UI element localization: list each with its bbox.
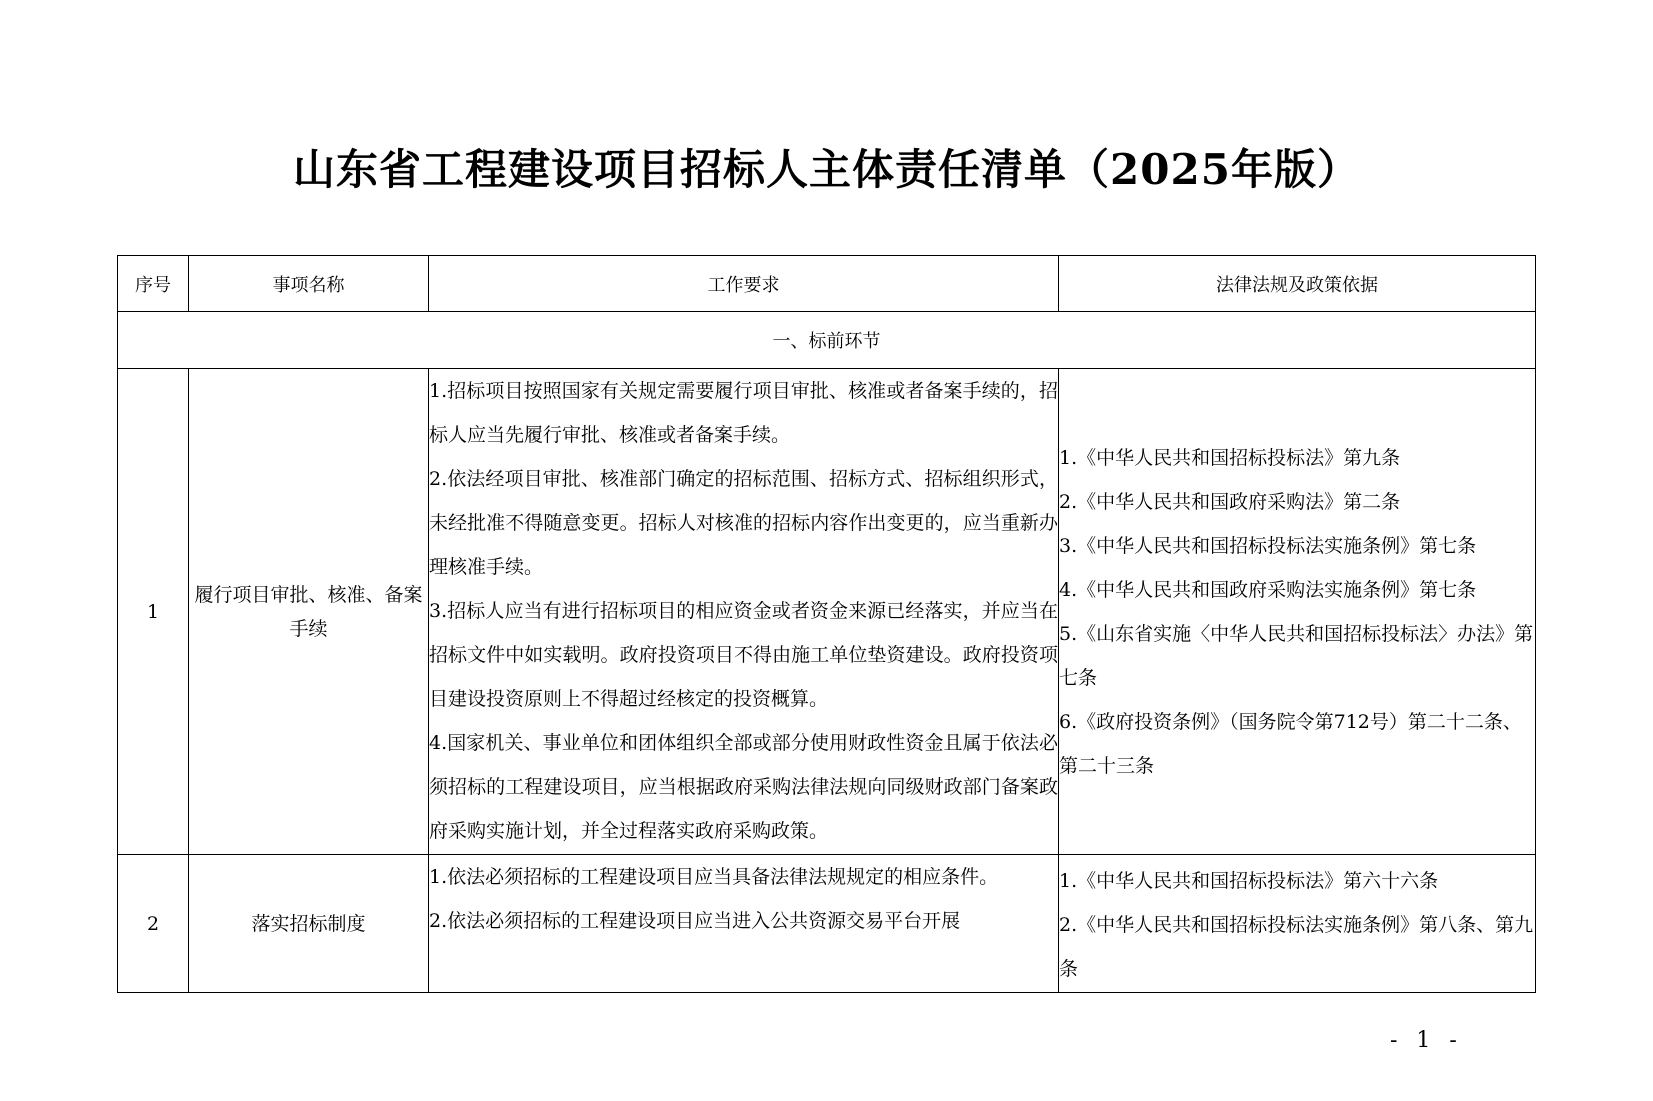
basis-item: 2.《中华人民共和国政府采购法》第二条 (1059, 490, 1401, 513)
section-row (118, 312, 1536, 369)
requirement-item: 2.依法经项目审批、核准部门确定的招标范围、招标方式、招标组织形式，未经批准不得随意变更。招标人对核准的招标内容作出变更的，应当重新办理核准手续。 (429, 468, 1058, 578)
table-row (118, 855, 1536, 993)
requirement-item: 1.招标项目按照国家有关规定需要履行项目审批、核准或者备案手续的，招标人应当先履行审批、核准或者备案手续。 (429, 380, 1058, 446)
row-requirements (429, 855, 1059, 993)
header-name: 事项名称 (189, 256, 429, 312)
basis-item: 5.《山东省实施〈中华人民共和国招标投标法〉办法》第七条 (1059, 622, 1534, 689)
basis-item: 1.《中华人民共和国招标投标法》第六十六条 (1059, 870, 1439, 892)
row-item-name: 履行项目审批、核准、备案手续 (189, 369, 429, 855)
requirement-item: 3.招标人应当有进行招标项目的相应资金或者资金来源已经落实，并应当在招标文件中如实载明。政府投资项目不得由施工单位垫资建设。政府投资项目建设投资原则上不得超过经核定的投资概算。 (429, 600, 1058, 710)
row-requirements (429, 369, 1059, 855)
basis-item: 3.《中华人民共和国招标投标法实施条例》第七条 (1059, 534, 1477, 557)
basis-item: 6.《政府投资条例》（国务院令第712号）第二十二条、第二十三条 (1059, 710, 1522, 777)
responsibility-table (117, 255, 1536, 993)
row-legal-basis (1059, 369, 1536, 855)
header-requirements: 工作要求 (429, 256, 1059, 312)
basis-item: 4.《中华人民共和国政府采购法实施条例》第七条 (1059, 578, 1477, 601)
header-basis: 法律法规及政策依据 (1059, 256, 1536, 312)
requirement-item: 1.依法必须招标的工程建设项目应当具备法律法规规定的相应条件。 (429, 866, 999, 888)
header-seq: 序号 (118, 256, 189, 312)
row-seq: 2 (118, 855, 189, 993)
requirement-item: 2.依法必须招标的工程建设项目应当进入公共资源交易平台开展 (429, 910, 961, 932)
requirement-item: 4.国家机关、事业单位和团体组织全部或部分使用财政性资金且属于依法必须招标的工程建设项目，应当根据政府采购法律法规向同级财政部门备案政府采购实施计划，并全过程落实政府采购政策。 (429, 732, 1058, 842)
basis-item: 2.《中华人民共和国招标投标法实施条例》第八条、第九条 (1059, 914, 1534, 980)
table-row (118, 369, 1536, 855)
table-header-row (118, 256, 1536, 312)
page-number: - 1 - (1390, 1028, 1463, 1053)
basis-item: 1.《中华人民共和国招标投标法》第九条 (1059, 446, 1401, 469)
row-seq: 1 (118, 369, 189, 855)
row-legal-basis (1059, 855, 1536, 993)
page-title: 山东省工程建设项目招标人主体责任清单（2025年版） (293, 145, 1360, 194)
row-item-name: 落实招标制度 (189, 855, 429, 993)
section-title: 一、标前环节 (118, 312, 1536, 369)
